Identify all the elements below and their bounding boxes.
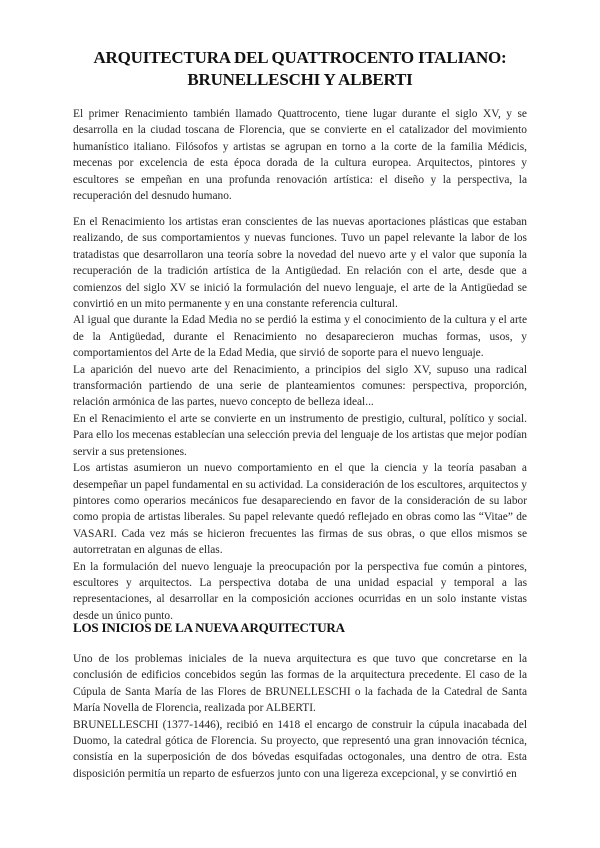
paragraph: La aparición del nuevo arte del Renacimiento, a principios del siglo XV, supuso una radical transformación partiendo de una serie de planteamientos comunes: perspectiva, proporción, relación armónica de las partes, nuevo concepto de belleza ideal... xyxy=(73,363,527,409)
title-line-2: BRUNELLESCHI Y ALBERTI xyxy=(187,70,413,89)
page-title xyxy=(70,47,530,91)
paragraph: En el Renacimiento los artistas eran conscientes de las nuevas aportaciones plásticas que estaban realizando, de sus comportamientos y nuevas funciones. Tuvo un papel relevante la labor de los tratadistas que desarrollaron una teoría sobre la novedad del nuevo arte y el valor que suponía la recuperación de la tradición artística de la Antigüedad. En relación con el arte, desde que a comienzos del siglo XV se inició la formulación del nuevo lenguaje, el arte de la Antigüedad se convirtió en un mito permanente y en una constante referencia cultural. xyxy=(73,216,527,311)
section-heading: LOS INICIOS DE LA NUEVA ARQUITECTURA xyxy=(73,620,345,635)
body-section xyxy=(73,214,527,624)
intro-paragraph: El primer Renacimiento también llamado Quattrocento, tiene lugar durante el siglo XV, y se desarrolla en la ciudad toscana de Florencia, que se convierte en el catalizador del movimiento humanístico italiano. Filósofos y artistas se agrupan en torno a la corte de la familia Médicis, mecenas por excelencia de esta época dorada de la cultura europea. Arquitectos, pintores y escultores se empeñan en una profunda renovación artística: el diseño y la perspectiva, la recuperación del desnudo humano. xyxy=(73,108,527,203)
section-body xyxy=(73,651,527,782)
paragraph: Uno de los problemas iniciales de la nueva arquitectura es que tuvo que concretarse en la conclusión de edificios concebidos según las formas de la arquitectura precedente. El caso de la Cúpula de Santa María de las Flores de BRUNELLESCHI o la fachada de la Catedral de Santa María Novella de Florencia, realizada por ALBERTI. xyxy=(73,653,527,715)
paragraph: BRUNELLESCHI (1377-1446), recibió en 1418 el encargo de construir la cúpula inacabada del Duomo, la catedral gótica de Florencia. Su proyecto, que representó una gran innovación técnica, consistía en la superposición de dos bóvedas esquifadas octogonales, una dentro de otra. Esta disposición permitía un reparto de esfuerzos junto con una ligereza excepcional, y se convirtió en xyxy=(73,718,527,780)
paragraph: En la formulación del nuevo lenguaje la preocupación por la perspectiva fue común a pintores, escultores y arquitectos. La perspectiva dotaba de una unidad espacial y temporal a las representaciones, al desarrollar en la composición acciones ocurridas en un solo instante vistas desde un único punto. xyxy=(73,560,527,622)
paragraph: Al igual que durante la Edad Media no se perdió la estima y el conocimiento de la cultura y el arte de la Antigüedad, durante el Renacimiento no desaparecieron muchas formas, usos, y comportamientos del Arte de la Edad Media, que sirvió de soporte para el nuevo lenguaje. xyxy=(73,314,527,360)
intro-section xyxy=(73,106,527,204)
paragraph: Los artistas asumieron un nuevo comportamiento en el que la ciencia y la teoría pasaban a desempeñar un papel fundamental en su actividad. La consideración de los escultores, arquitectos y pintores como operarios mecánicos fue desapareciendo en favor de la consideración de su labor como propia de artistas liberales. Su papel relevante quedó reflejado en obras como las “Vitae” de VASARI. Cada vez más se hicieron frecuentes las firmas de sus obras, o que ellos mismos se autorretratan en algunas de ellas. xyxy=(73,462,527,557)
title-line-1: ARQUITECTURA DEL QUATTROCENTO ITALIANO: xyxy=(93,48,507,67)
paragraph: En el Renacimiento el arte se convierte en un instrumento de prestigio, cultural, político y social. Para ello los mecenas establecían una selección previa del lenguaje de los artistas que mejor podían servir a sus pretensiones. xyxy=(73,412,527,458)
